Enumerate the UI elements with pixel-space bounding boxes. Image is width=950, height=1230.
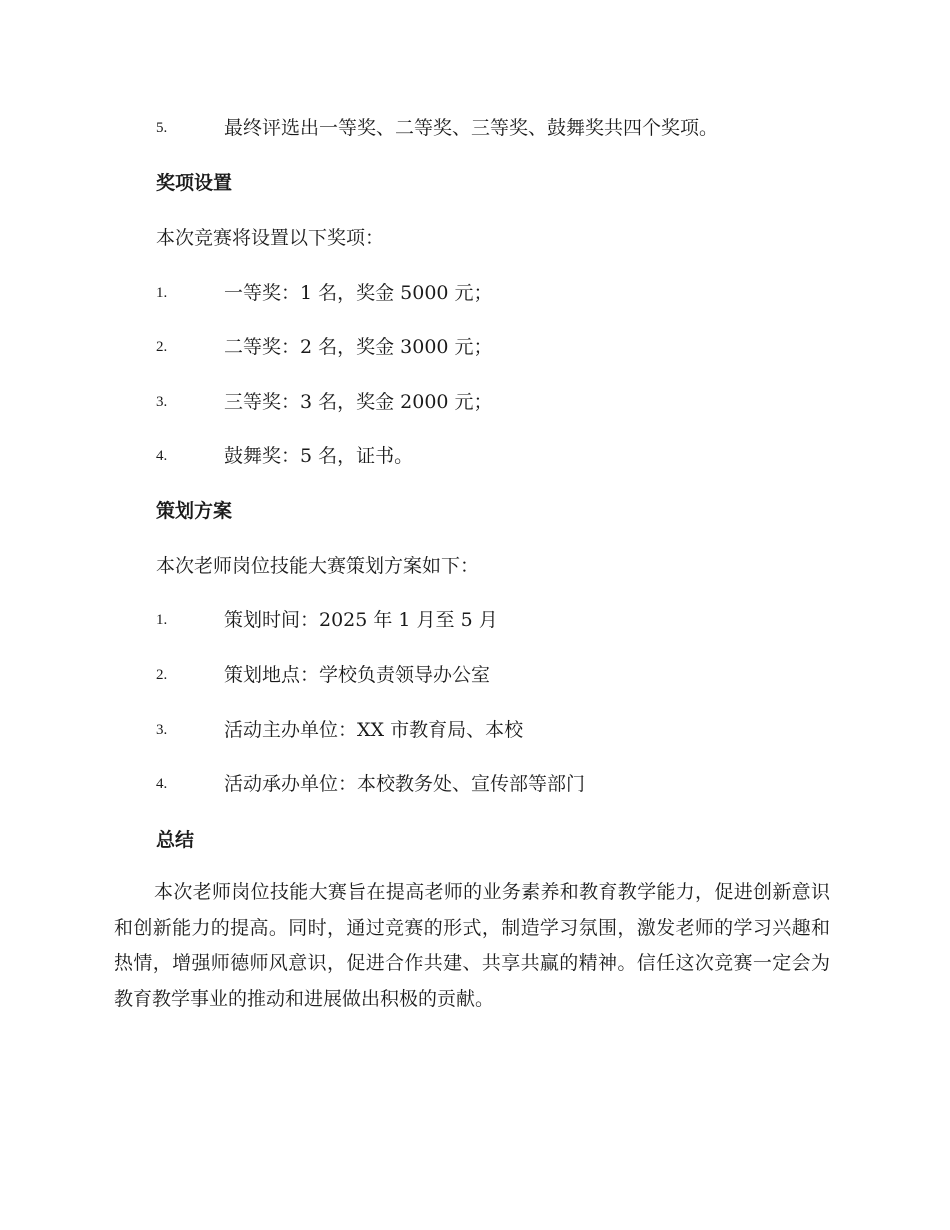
- list-number: 3.: [156, 722, 168, 738]
- list-number: 4.: [156, 776, 168, 792]
- awards-intro: 本次竞赛将设置以下奖项：: [156, 227, 385, 249]
- list-item: [0, 113, 950, 143]
- list-text: 策划时间：2025 年 1 月至 5 月: [224, 609, 498, 631]
- list-item: [0, 278, 950, 308]
- list-number: 3.: [156, 394, 168, 410]
- list-text: 二等奖：2 名，奖金 3000 元；: [224, 336, 493, 358]
- list-item: [0, 332, 950, 362]
- list-text: 活动主办单位：XX 市教育局、本校: [224, 719, 524, 741]
- list-text: 最终评选出一等奖、二等奖、三等奖、鼓舞奖共四个奖项。: [224, 117, 719, 139]
- list-text: 鼓舞奖：5 名，证书。: [224, 445, 414, 467]
- plan-intro: 本次老师岗位技能大赛策划方案如下：: [156, 555, 480, 577]
- list-text: 一等奖：1 名，奖金 5000 元；: [224, 282, 493, 304]
- list-text: 策划地点：学校负责领导办公室: [224, 664, 491, 686]
- list-number: 5.: [156, 120, 168, 136]
- list-number: 1.: [156, 612, 168, 628]
- list-text: 三等奖：3 名，奖金 2000 元；: [224, 391, 493, 413]
- section-heading-summary: 总结: [156, 829, 195, 851]
- list-number: 4.: [156, 448, 168, 464]
- list-number: 2.: [156, 667, 168, 683]
- list-item: [0, 387, 950, 417]
- summary-paragraph: 本次老师岗位技能大赛旨在提高老师的业务素养和教育教学能力，促进创新意识和创新能力的提高。同时，通过竞赛的形式，制造学习氛围，激发老师的学习兴趣和热情，增强师德师风意识，促进合作共建、共享共赢的精神。信任这次竞赛一定会为教育教学事业的推动和进展做出积极的贡献。: [114, 881, 830, 1010]
- list-item: [0, 715, 950, 745]
- section-heading-awards: 奖项设置: [156, 172, 233, 194]
- list-item: [0, 441, 950, 471]
- list-text: 活动承办单位：本校教务处、宣传部等部门: [224, 773, 586, 795]
- section-heading-plan: 策划方案: [156, 500, 233, 522]
- list-number: 2.: [156, 339, 168, 355]
- list-item: [0, 660, 950, 690]
- list-item: [0, 605, 950, 635]
- list-number: 1.: [156, 285, 168, 301]
- list-item: [0, 769, 950, 799]
